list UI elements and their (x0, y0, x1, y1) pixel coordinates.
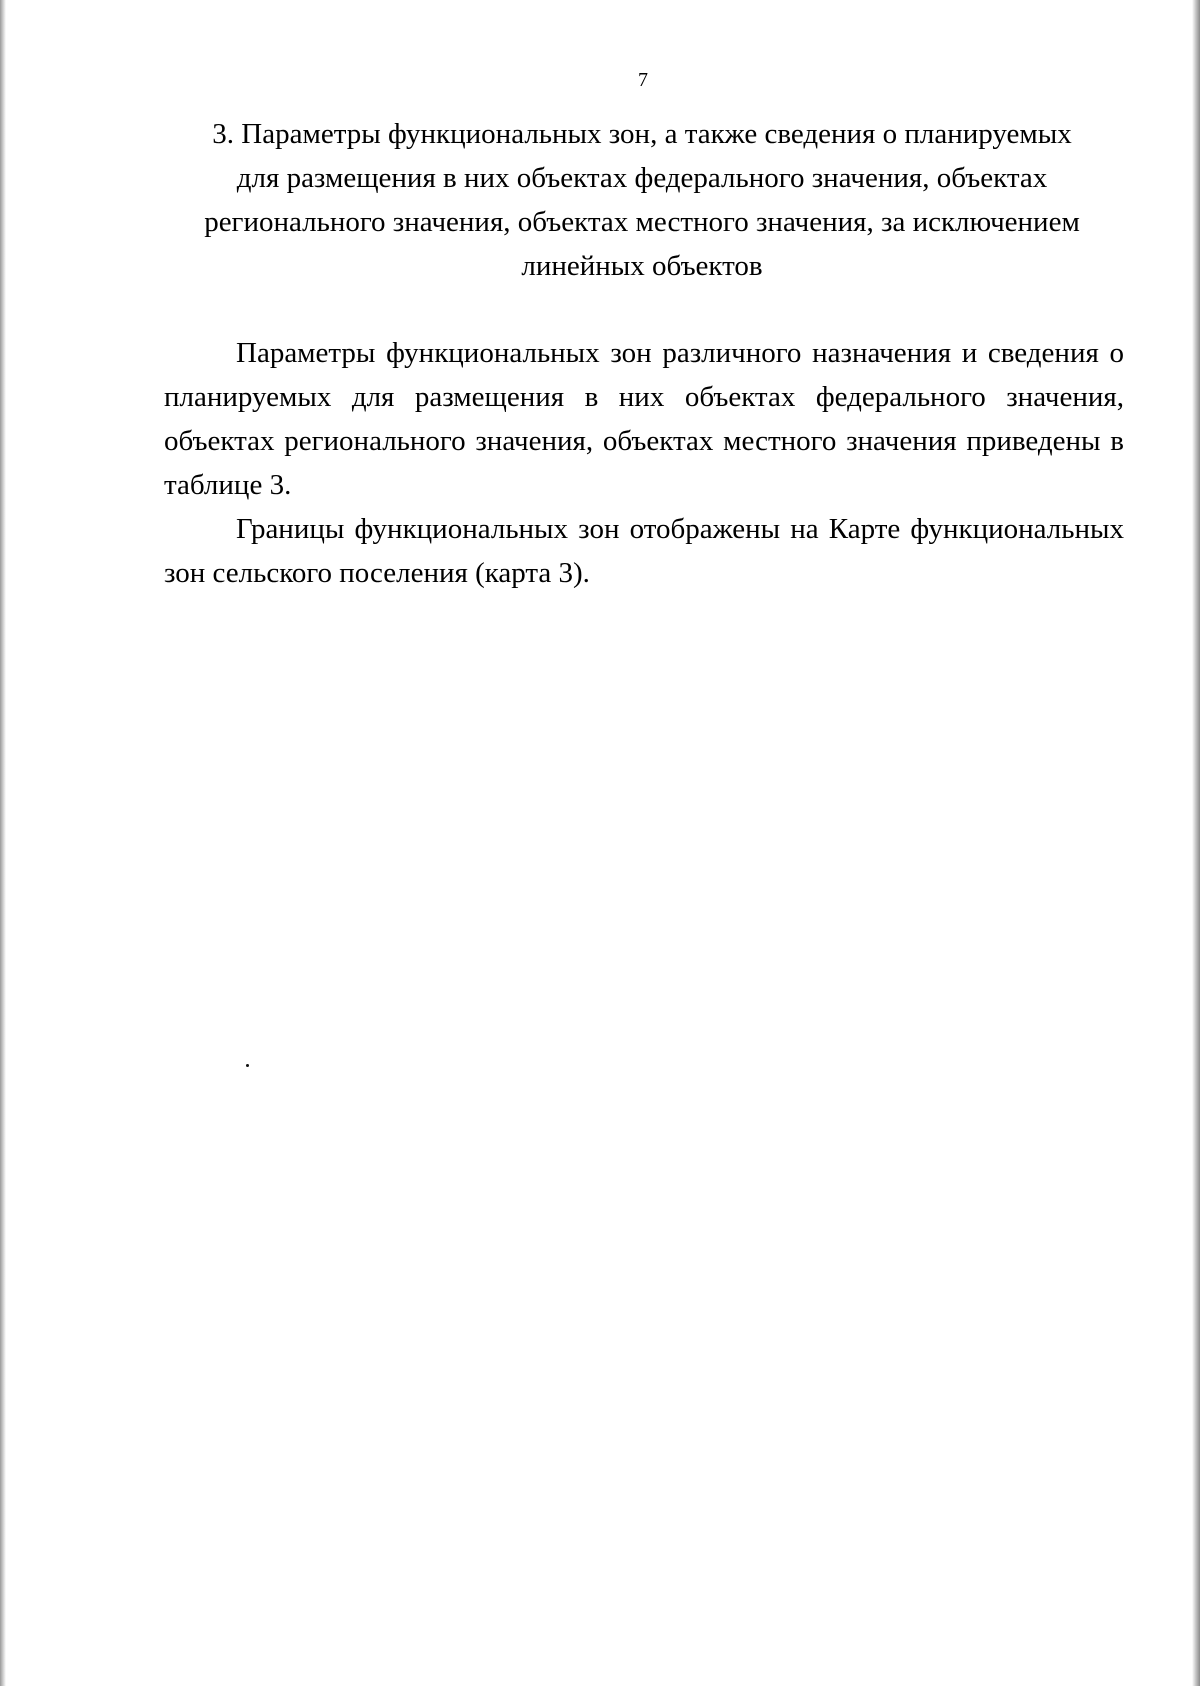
page-number: 7 (638, 69, 648, 91)
section-heading (166, 112, 1118, 288)
paragraph-boundaries: Границы функциональных зон отображены на Карте функциональных зон сельского поселения (карта 3). (164, 513, 1124, 589)
paragraph-parameters: Параметры функциональных зон различного назначения и сведения о планируемых для размещения в них объектах федерального значения, объектах регионального значения, объектах местного значения приведены в таблице 3. (164, 337, 1124, 501)
heading-line: 3. Параметры функциональных зон, а также сведения о планируемых (212, 118, 1072, 150)
body-text (164, 331, 1124, 595)
scan-edge-right (1192, 0, 1200, 1686)
heading-line: для размещения в них объектах федерального значения, объектах (236, 162, 1048, 194)
heading-line: регионального значения, объектах местного значения, за исключением (204, 206, 1080, 238)
heading-line: линейных объектов (521, 250, 763, 282)
scan-edge-left (0, 0, 6, 1686)
scan-speck (246, 1064, 249, 1067)
